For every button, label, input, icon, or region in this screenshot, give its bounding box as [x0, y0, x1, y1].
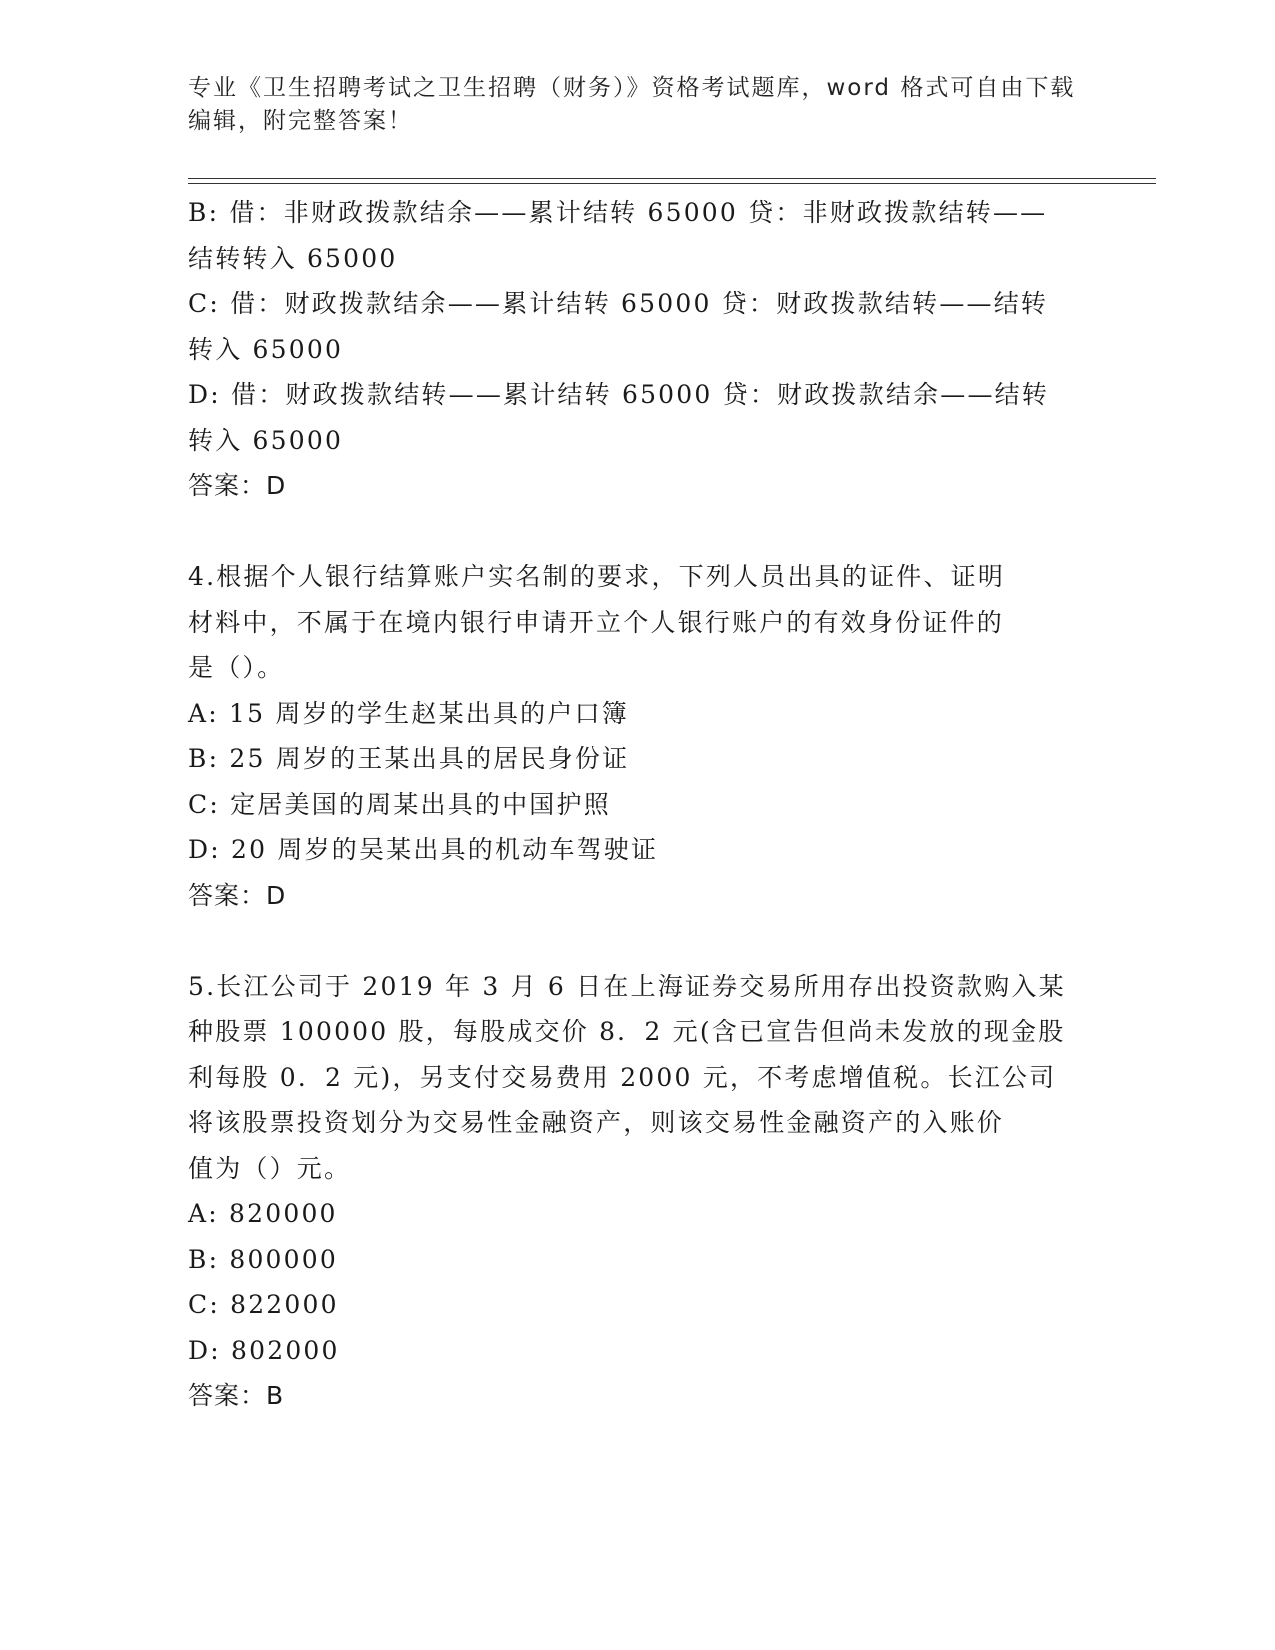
header-divider-bottom: [188, 183, 1156, 184]
q3-option-b-line-2: 结转转入 65000: [188, 243, 398, 273]
q5-answer: 答案：B: [188, 1381, 285, 1410]
q5-option-a: A: 820000: [188, 1199, 338, 1228]
q4-option-b: B: 25 周岁的王某出具的居民身份证: [188, 744, 630, 773]
q4-stem-line-1: 4.根据个人银行结算账户实名制的要求，下列人员出具的证件、证明: [188, 562, 1006, 591]
q3-option-d-line-1: D: 借：财政拨款结转——累计结转 65000 贷：财政拨款结余——结转: [188, 380, 1050, 409]
q5-stem-line-3: 利每股 0．2 元)，另支付交易费用 2000 元，不考虑增值税。长江公司: [188, 1062, 1057, 1092]
document-header: [188, 72, 1088, 138]
spacer: [188, 509, 1078, 555]
q3-option-d-line-2: 转入 65000: [188, 425, 344, 455]
q4-option-d: D: 20 周岁的吴某出具的机动车驾驶证: [188, 835, 659, 864]
q4-answer: 答案：D: [188, 880, 287, 910]
q4-option-a: A: 15 周岁的学生赵某出具的户口簿: [188, 698, 629, 728]
q3-option-b-line-1: B: 借：非财政拨款结余——累计结转 65000 贷：非财政拨款结转——: [188, 198, 1048, 227]
header-divider-top: [188, 178, 1156, 179]
q5-stem-line-5: 值为（）元。: [188, 1153, 352, 1183]
q4-stem-line-3: 是（）。: [188, 653, 285, 682]
q4-option-c: C: 定居美国的周某出具的中国护照: [188, 789, 611, 819]
q3-answer: 答案：D: [188, 471, 287, 500]
q5-stem-line-1: 5.长江公司于 2019 年 3 月 6 日在上海证券交易所用存出投资款购入某: [188, 971, 1066, 1001]
q5-option-b: B: 800000: [188, 1244, 338, 1274]
q5-stem-line-2: 种股票 100000 股，每股成交价 8．2 元(含已宣告但尚未发放的现金股: [188, 1017, 1066, 1046]
q5-option-c: C: 822000: [188, 1290, 339, 1319]
q3-option-c-line-1: C: 借：财政拨款结余——累计结转 65000 贷：财政拨款结转——结转: [188, 289, 1049, 318]
header-line-1: 专业《卫生招聘考试之卫生招聘（财务）》资格考试题库，word 格式可自由下载: [188, 75, 1076, 101]
q3-option-c-line-2: 转入 65000: [188, 334, 344, 364]
q5-option-d: D: 802000: [188, 1335, 340, 1365]
q5-stem-line-4: 将该股票投资划分为交易性金融资产，则该交易性金融资产的入账价: [188, 1108, 1005, 1137]
q4-stem-line-2: 材料中，不属于在境内银行申请开立个人银行账户的有效身份证件的: [188, 607, 1005, 637]
document-body: [188, 190, 1078, 1419]
question-3: [188, 190, 1078, 509]
header-line-2: 编辑，附完整答案！: [188, 108, 413, 134]
question-4: [188, 554, 1078, 918]
spacer: [188, 918, 1078, 964]
question-5: [188, 964, 1078, 1419]
